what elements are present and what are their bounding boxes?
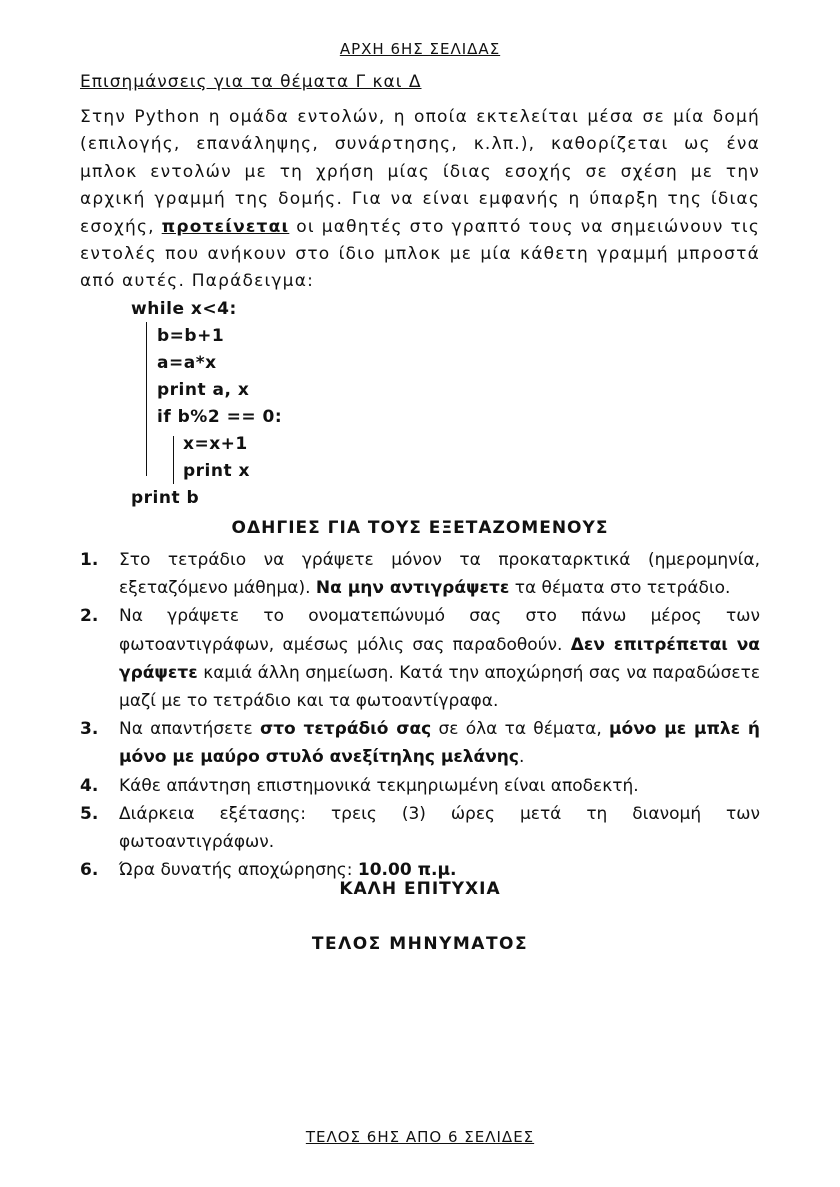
- item-number: 6.: [80, 860, 99, 881]
- code-line-print-x: print x: [183, 461, 250, 481]
- item-text: .: [518, 747, 525, 768]
- item-bold: Δεν επιτρέπεται να γράψετε: [119, 634, 760, 683]
- item-number: 4.: [80, 775, 99, 796]
- item-bold: μόνο με μπλε ή μόνο με μαύρο στυλό ανεξίτηλης μελάνης: [119, 719, 760, 768]
- item-text: καμιά άλλη σημείωση. Κατά την αποχώρησή σας να παραδώσετε μαζί με το τετράδιο και τα φωτοαντίγραφα.: [119, 662, 761, 712]
- instructions-title: ΟΔΗΓΙΕΣ ΓΙΑ ΤΟΥΣ ΕΞΕΤΑΖΟΜΕΝΟΥΣ: [231, 518, 609, 538]
- good-luck-heading: ΚΑΛΗ ΕΠΙΤΥΧΙΑ: [339, 879, 501, 899]
- notes-emphasis: προτείνεται: [161, 216, 290, 237]
- notes-title: Επισημάνσεις για τα θέματα Γ και Δ: [80, 72, 422, 92]
- outer-block-line: [146, 322, 147, 476]
- item-number: 3.: [80, 719, 99, 740]
- instructions-list: [80, 546, 760, 884]
- code-line-b: b=b+1: [157, 326, 225, 346]
- code-line-print-ax: print a, x: [157, 380, 250, 400]
- code-line-print-b: print b: [131, 488, 200, 508]
- instruction-item-5: [80, 800, 760, 856]
- inner-block-line: [173, 436, 174, 484]
- item-text: Ώρα δυνατής αποχώρησης:: [119, 860, 353, 881]
- item-text: τα θέματα στο τετράδιο.: [514, 578, 731, 599]
- item-text: Στο τετράδιο να γράψετε μόνον τα προκαταρκτικά (ημερομηνία, εξεταζόμενο μάθημα).: [119, 550, 760, 599]
- item-bold: Να μην αντιγράψετε: [315, 578, 510, 599]
- item-text: Διάρκεια εξέτασης: τρεις (3) ώρες μετά τη διανομή των φωτοαντιγράφων.: [119, 803, 760, 853]
- item-text: Να γράψετε το ονοματεπώνυμό σας στο πάνω μέρος των φωτοαντιγράφων, αμέσως μόλις σας παραδοθούν.: [119, 606, 760, 655]
- item-bold: 10.00 π.μ.: [357, 860, 457, 881]
- item-number: 2.: [80, 606, 99, 627]
- item-text: σε όλα τα θέματα,: [438, 719, 602, 740]
- page-footer: ΤΕΛΟΣ 6ΗΣ ΑΠΟ 6 ΣΕΛΙΔΕΣ: [305, 1128, 535, 1146]
- page-header: ΑΡΧΗ 6ΗΣ ΣΕΛΙΔΑΣ: [339, 40, 501, 58]
- code-line-if: if b%2 == 0:: [157, 407, 283, 427]
- instruction-item-4: [80, 772, 760, 800]
- item-number: 1.: [80, 550, 99, 570]
- item-text: Κάθε απάντηση επιστημονικά τεκμηριωμένη είναι αποδεκτή.: [119, 775, 639, 796]
- instruction-item-1: [80, 546, 760, 602]
- notes-text-after: οι μαθητές στο γραπτό τους να σημειώνουν τις εντολές που ανήκουν στο ίδιο μπλοκ με μία κάθετη γραμμή μπροστά από αυτές. Παράδειγμα:: [80, 216, 761, 292]
- code-line-while: while x<4:: [131, 299, 237, 319]
- item-number: 5.: [80, 803, 99, 824]
- code-line-x: x=x+1: [183, 434, 248, 454]
- end-of-message: ΤΕΛΟΣ ΜΗΝΥΜΑΤΟΣ: [311, 934, 529, 954]
- instruction-item-3: [80, 715, 760, 771]
- instruction-item-2: [80, 602, 760, 715]
- item-bold: στο τετράδιό σας: [259, 719, 432, 740]
- code-line-a: a=a*x: [157, 353, 217, 373]
- notes-text-before: Στην Python η ομάδα εντολών, η οποία εκτελείται μέσα σε μία δομή (επιλογής, επανάληψης, συνάρτησης, κ.λπ.), καθορίζεται ως ένα μπλοκ εντολών με τη χρήση μίας ίδιας εσοχής σε σχέση με την αρχική γραμμή της δομής. Για να είναι εμφανής η ύπαρξη της ίδιας εσοχής,: [80, 107, 760, 237]
- item-text: Να απαντήσετε: [119, 719, 253, 740]
- notes-paragraph: [80, 104, 760, 296]
